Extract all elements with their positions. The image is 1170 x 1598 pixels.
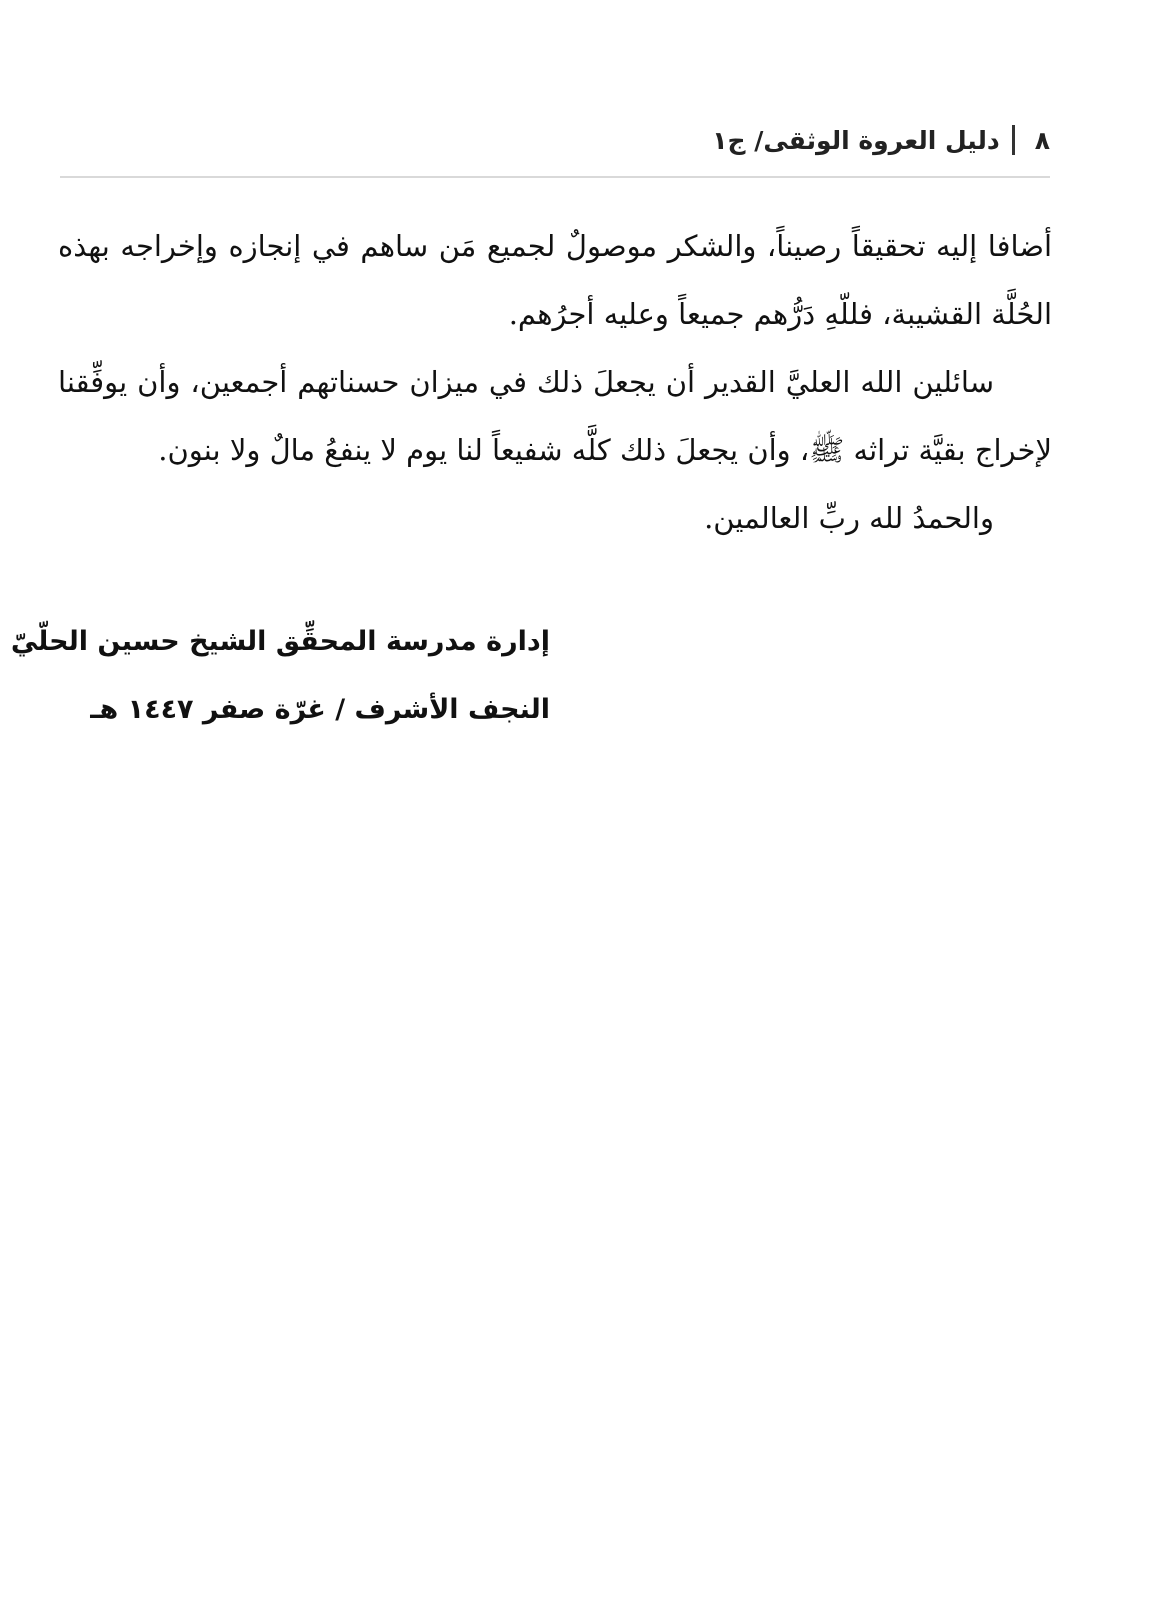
paragraph-3: والحمدُ لله ربِّ العالمين. bbox=[704, 501, 994, 535]
body-text bbox=[58, 212, 1052, 552]
paragraph-2: سائلين الله العليَّ القدير أن يجعلَ ذلك في ميزان حسناتهم أجمعين، وأن يوفِّقنا لإخراج بقيَّة تراثه ﷺ، وأن يجعلَ ذلك كلَّه شفيعاً لنا يوم لا ينفعُ مالٌ ولا بنون. bbox=[58, 365, 1052, 467]
signature-line-institution: إدارة مدرسة المحقِّق الشيخ حسين الحلّيّ bbox=[10, 626, 550, 657]
signature-line-place-date: النجف الأشرف / غرّة صفر ١٤٤٧ هـ bbox=[90, 694, 550, 725]
header-divider bbox=[60, 176, 1050, 178]
running-header bbox=[60, 118, 1050, 162]
header-separator bbox=[1012, 125, 1015, 155]
book-title: دليل العروة الوثقى/ ج١ bbox=[712, 125, 1000, 155]
page-number: ٨ bbox=[1034, 125, 1050, 155]
signature-block bbox=[11, 608, 550, 744]
paragraph-1: أضافا إليه تحقيقاً رصيناً، والشكر موصولٌ لجميع مَن ساهم في إنجازه وإخراجه بهذه الحُلَّة القشيبة، فللّهِ دَرُّهم جميعاً وعليه أجرُهم. bbox=[58, 229, 1052, 331]
